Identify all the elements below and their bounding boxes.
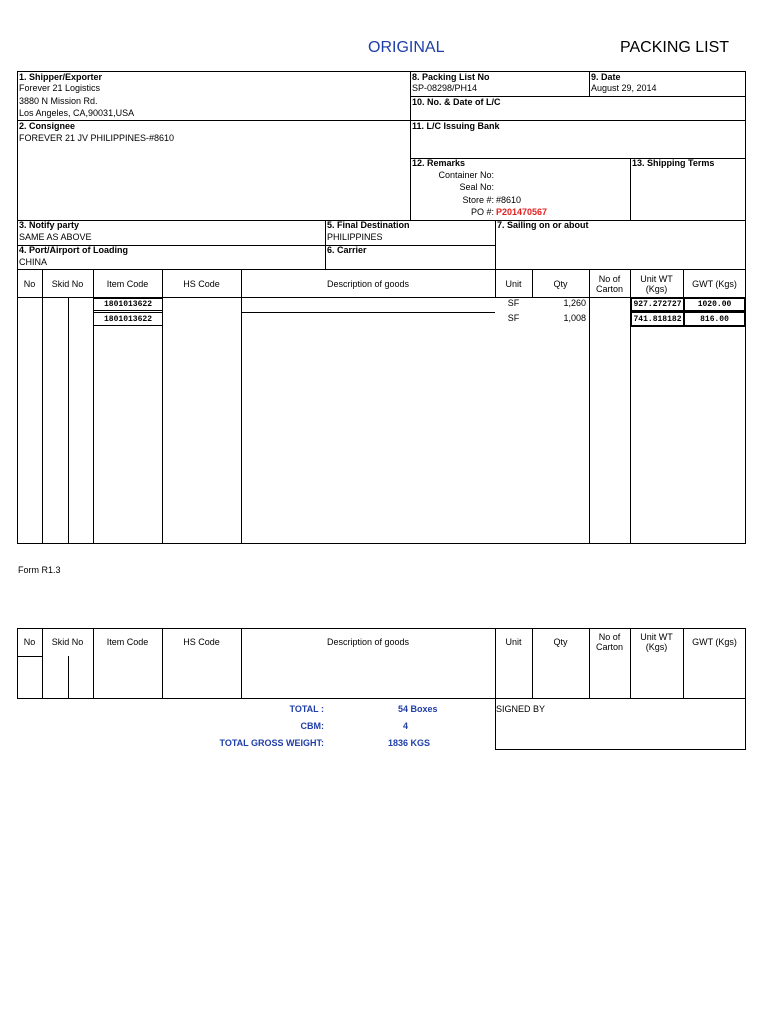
lc-label: 10. No. & Date of L/C <box>412 97 501 107</box>
consignee-value: FOREVER 21 JV PHILIPPINES-#8610 <box>19 133 175 143</box>
col-header-qty: Qty <box>553 278 568 289</box>
shipper-name: Forever 21 Logistics <box>19 83 101 93</box>
port-loading-label: 4. Port/Airport of Loading <box>19 245 128 255</box>
item-code-cell: 1801013622 <box>103 300 152 309</box>
container-no-label: Container No: <box>438 170 494 180</box>
col-header-hs-code: HS Code <box>183 278 220 289</box>
col-header-description: Description of goods <box>326 278 410 289</box>
col-header-cartons: No of Carton <box>595 273 623 294</box>
cbm-value: 4 <box>403 721 409 731</box>
total-label: TOTAL : <box>289 704 324 714</box>
col-header-hs-code: HS Code <box>183 637 220 647</box>
notify-value: SAME AS ABOVE <box>19 232 92 242</box>
shipper-label: 1. Shipper/Exporter <box>19 72 103 82</box>
store-value: #8610 <box>496 195 522 205</box>
port-loading-value: CHINA <box>19 257 48 267</box>
seal-no-label: Seal No: <box>459 182 494 192</box>
shipper-address: 3880 N Mission Rd. <box>19 96 98 106</box>
gross-weight-label: TOTAL GROSS WEIGHT: <box>219 738 324 748</box>
qty-cell: 1,260 <box>563 298 586 308</box>
col-header-item-code: Item Code <box>106 637 149 647</box>
final-destination-value: PHILIPPINES <box>327 232 383 242</box>
unit-wt-cell: 927.272727 <box>630 297 685 312</box>
issuing-bank-label: 11. L/C Issuing Bank <box>412 121 500 131</box>
store-label: Store #: <box>462 195 494 205</box>
consignee-label: 2. Consignee <box>19 121 76 131</box>
packing-list-no-value: SP-08298/PH14 <box>412 83 478 93</box>
remarks-label: 12. Remarks <box>412 158 466 168</box>
gross-weight-value: 1836 KGS <box>388 738 431 748</box>
col-header-no: No <box>23 278 36 289</box>
document-title: PACKING LIST <box>620 39 730 56</box>
packing-list-no-label: 8. Packing List No <box>412 72 490 82</box>
col-header-skid-no: Skid No <box>51 278 84 289</box>
original-label: ORIGINAL <box>368 39 445 56</box>
final-destination-label: 5. Final Destination <box>327 220 410 230</box>
col-header-unit: Unit <box>505 278 522 289</box>
col-header-description: Description of goods <box>326 637 410 647</box>
col-header-no: No <box>23 637 36 647</box>
col-header-cartons: No of Carton <box>595 632 623 652</box>
shipping-terms-label: 13. Shipping Terms <box>632 158 715 168</box>
total-value: 54 Boxes <box>398 704 438 714</box>
cbm-label: CBM: <box>300 721 324 731</box>
item-code-cell: 1801013622 <box>103 314 152 324</box>
col-header-gwt: GWT (Kgs) <box>692 637 737 647</box>
po-label: PO #: <box>470 207 494 217</box>
shipper-city: Los Angeles, CA,90031,USA <box>19 108 135 118</box>
col-header-unit-wt: Unit WT (Kgs) <box>640 632 673 652</box>
notify-label: 3. Notify party <box>19 220 80 230</box>
carrier-label: 6. Carrier <box>327 245 367 255</box>
col-header-skid-no: Skid No <box>51 637 84 647</box>
qty-cell: 1,008 <box>563 313 586 323</box>
unit-cell: SF <box>507 313 520 323</box>
col-header-unit: Unit <box>505 637 522 647</box>
unit-wt-cell: 741.818182 <box>630 311 685 327</box>
col-header-qty: Qty <box>553 637 568 647</box>
date-label: 9. Date <box>591 72 621 82</box>
col-header-gwt: GWT (Kgs) <box>692 278 737 289</box>
gwt-cell: 816.00 <box>683 311 746 327</box>
po-value: P201470567 <box>496 207 548 217</box>
unit-cell: SF <box>507 298 520 308</box>
sailing-label: 7. Sailing on or about <box>497 220 589 230</box>
col-header-item-code: Item Code <box>106 278 149 289</box>
date-value: August 29, 2014 <box>591 83 657 93</box>
form-version-label: Form R1.3 <box>18 565 61 575</box>
signed-by-label: SIGNED BY <box>496 704 546 714</box>
gwt-cell: 1020.00 <box>683 297 746 312</box>
col-header-unit-wt: Unit WT (Kgs) <box>640 273 673 294</box>
